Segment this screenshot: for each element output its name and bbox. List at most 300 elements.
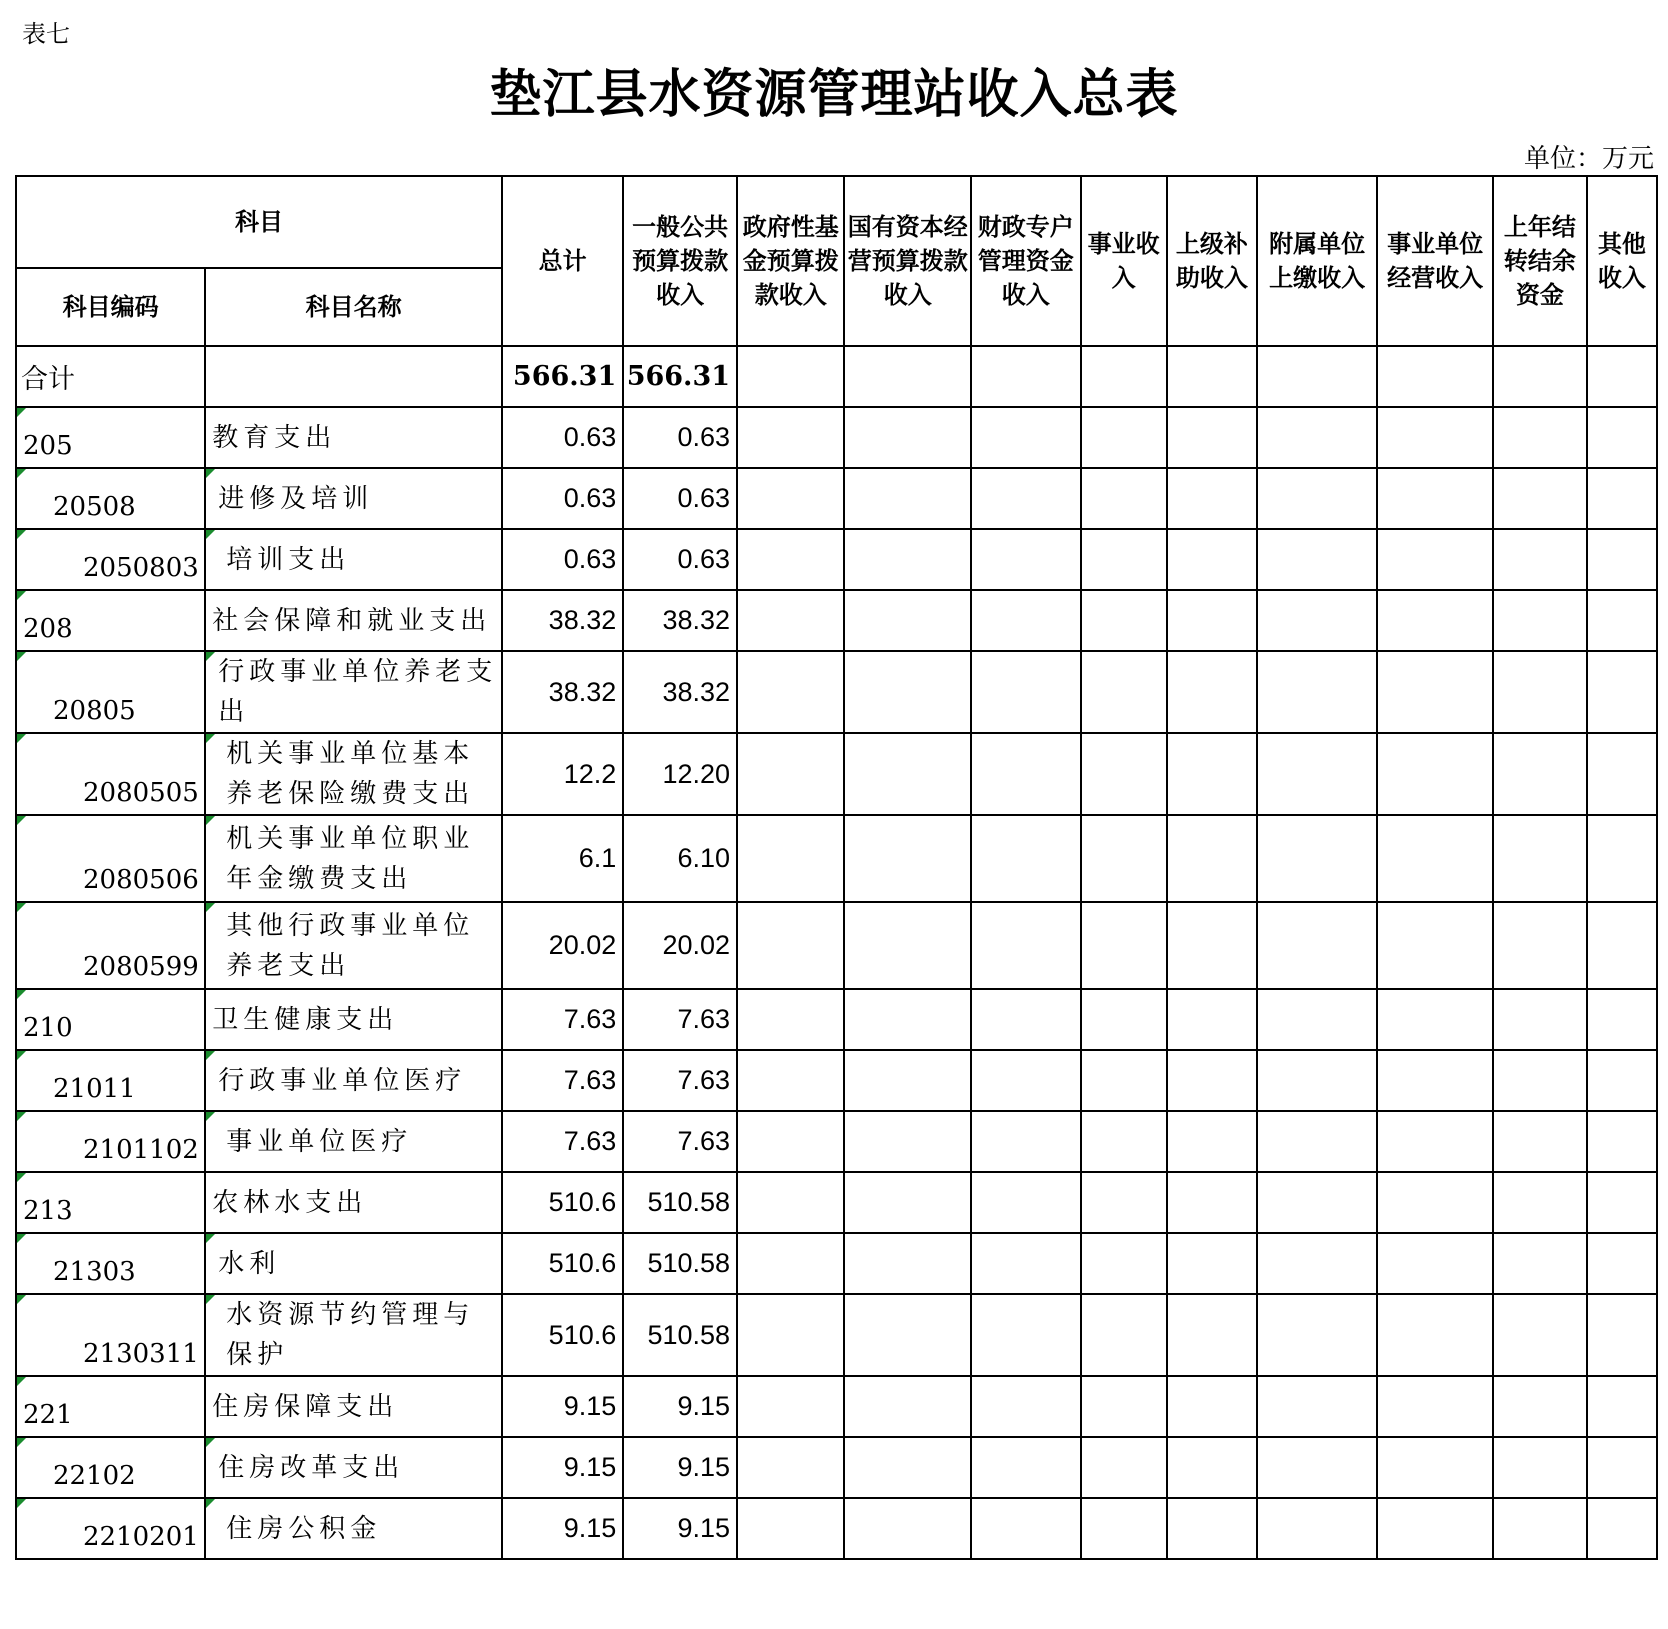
- empty-cell: [844, 651, 971, 733]
- subject-code-cell: [16, 651, 205, 733]
- empty-cell: [1493, 1376, 1587, 1437]
- empty-cell: [1167, 1172, 1257, 1233]
- cell-marker-icon: [206, 1295, 215, 1304]
- total-cell: [502, 590, 623, 651]
- subject-code-cell: [16, 1498, 205, 1559]
- empty-cell: [844, 733, 971, 815]
- empty-cell: [971, 1376, 1081, 1437]
- total-cell-text: 510.6: [548, 1319, 617, 1350]
- empty-cell: [1257, 1172, 1377, 1233]
- general-budget-cell-text: 38.32: [662, 605, 731, 635]
- subject-name-cell-text: 机关事业单位基本养老保险缴费支出: [226, 739, 475, 809]
- subject-name-cell-text: 卫生健康支出: [212, 1004, 399, 1035]
- empty-cell: [844, 815, 971, 902]
- subject-name-cell: [205, 733, 502, 815]
- general-budget-cell-text: 0.63: [677, 483, 731, 513]
- empty-cell: [1081, 733, 1167, 815]
- header-col-business-income: 事业收入: [1081, 176, 1167, 346]
- empty-cell: [1587, 1498, 1657, 1559]
- cell-marker-icon: [17, 1438, 26, 1447]
- empty-cell: [844, 902, 971, 989]
- general-budget-cell: [623, 1376, 737, 1437]
- empty-cell: [844, 1294, 971, 1376]
- table-row: [16, 1437, 1657, 1498]
- cell-marker-icon: [17, 408, 26, 417]
- table-row: [16, 590, 1657, 651]
- empty-cell: [1081, 590, 1167, 651]
- empty-cell: [1167, 1233, 1257, 1294]
- subject-code-cell: [16, 733, 205, 815]
- empty-cell: [1493, 529, 1587, 590]
- general-budget-cell-text: 12.20: [662, 758, 731, 789]
- subject-name-cell-text: 住房改革支出: [218, 1452, 405, 1483]
- subject-code-cell: [16, 1294, 205, 1376]
- subject-code-cell-text: 210: [23, 1013, 73, 1043]
- empty-cell: [1587, 1233, 1657, 1294]
- cell-marker-icon: [17, 591, 26, 600]
- table-row: [16, 989, 1657, 1050]
- empty-cell: [971, 1498, 1081, 1559]
- empty-cell: [1167, 590, 1257, 651]
- empty-cell: [1377, 1172, 1493, 1233]
- empty-cell: [737, 468, 844, 529]
- empty-cell: [1167, 651, 1257, 733]
- subject-name-cell-text: 进修及培训: [218, 483, 374, 514]
- empty-cell: [1493, 651, 1587, 733]
- subject-name-cell: [205, 1376, 502, 1437]
- empty-cell: [1377, 902, 1493, 989]
- cell-marker-icon: [17, 652, 26, 661]
- cell-marker-icon: [17, 1499, 26, 1508]
- empty-cell: [1377, 1233, 1493, 1294]
- empty-cell: [1257, 1498, 1377, 1559]
- empty-cell: [1257, 1294, 1377, 1376]
- table-row: [16, 902, 1657, 989]
- subject-code-cell: [16, 1376, 205, 1437]
- subject-name-cell: [205, 590, 502, 651]
- table-row: [16, 1376, 1657, 1437]
- cell-marker-icon: [206, 1234, 215, 1243]
- general-budget-cell-text: 9.15: [677, 1391, 731, 1421]
- subject-name-cell-text: 住房公积金: [226, 1513, 382, 1544]
- general-budget-cell: [623, 1172, 737, 1233]
- empty-cell: [971, 346, 1081, 407]
- subject-name-cell-text: 事业单位医疗: [226, 1126, 413, 1157]
- empty-cell: [1257, 1437, 1377, 1498]
- empty-cell: [1257, 468, 1377, 529]
- empty-cell: [971, 733, 1081, 815]
- total-cell: [502, 1111, 623, 1172]
- cell-marker-icon: [17, 1377, 26, 1386]
- total-cell-text: 7.63: [563, 1126, 617, 1156]
- subject-name-cell: [205, 651, 502, 733]
- empty-cell: [1257, 989, 1377, 1050]
- cell-marker-icon: [17, 1295, 26, 1304]
- empty-cell: [1493, 346, 1587, 407]
- table-row: [16, 815, 1657, 902]
- empty-cell: [1081, 346, 1167, 407]
- empty-cell: [1377, 529, 1493, 590]
- empty-cell: [1377, 1498, 1493, 1559]
- header-col-total: 总计: [502, 176, 623, 346]
- total-cell: [502, 815, 623, 902]
- subject-code-cell-text: 2080506: [83, 865, 199, 895]
- cell-marker-icon: [17, 530, 26, 539]
- cell-marker-icon: [17, 990, 26, 999]
- subject-name-cell-text: 行政事业单位医疗: [218, 1065, 467, 1096]
- empty-cell: [1493, 468, 1587, 529]
- empty-cell: [737, 1233, 844, 1294]
- empty-cell: [1377, 733, 1493, 815]
- total-cell-text: 9.15: [563, 1391, 617, 1421]
- total-cell-text: 510.6: [548, 1248, 617, 1278]
- cell-marker-icon: [206, 1051, 215, 1060]
- table-row: [16, 1050, 1657, 1111]
- total-cell: [502, 407, 623, 468]
- empty-cell: [844, 1376, 971, 1437]
- header-row-1: [16, 176, 1657, 268]
- total-cell: [502, 468, 623, 529]
- subject-code-cell-text: 2080505: [83, 778, 199, 808]
- header-col-carryover: 上年结转结余资金: [1493, 176, 1587, 346]
- total-cell: [502, 1437, 623, 1498]
- empty-cell: [1257, 733, 1377, 815]
- general-budget-cell-text: 20.02: [662, 930, 731, 960]
- total-cell-text: 0.63: [563, 544, 617, 574]
- empty-cell: [1493, 1050, 1587, 1111]
- subject-code-cell: [16, 468, 205, 529]
- subject-name-cell: [205, 1437, 502, 1498]
- empty-cell: [1081, 1437, 1167, 1498]
- empty-cell: [1257, 651, 1377, 733]
- empty-cell: [1493, 1437, 1587, 1498]
- empty-cell: [1377, 989, 1493, 1050]
- subject-name-cell-text: 行政事业单位养老支出: [218, 657, 498, 727]
- general-budget-cell: [623, 407, 737, 468]
- cell-marker-icon: [206, 469, 215, 478]
- empty-cell: [1587, 1294, 1657, 1376]
- empty-cell: [737, 1111, 844, 1172]
- total-cell: [502, 1172, 623, 1233]
- table-row: [16, 1111, 1657, 1172]
- total-cell: [502, 1294, 623, 1376]
- general-budget-cell-text: 9.15: [677, 1452, 731, 1482]
- page-title: 垫江县水资源管理站收入总表: [489, 64, 1179, 125]
- subject-code-cell-text: 213: [23, 1196, 73, 1226]
- header-col-general-budget: 一般公共预算拨款收入: [623, 176, 737, 346]
- empty-cell: [1377, 1294, 1493, 1376]
- subject-code-cell-text: 2130311: [83, 1339, 199, 1369]
- cell-marker-icon: [206, 1112, 215, 1121]
- general-budget-cell-text: 9.15: [677, 1513, 731, 1543]
- empty-cell: [1081, 1294, 1167, 1376]
- general-budget-cell-text: 7.63: [677, 1004, 731, 1034]
- total-cell-text: 7.63: [563, 1004, 617, 1034]
- header-col-superior-subsidy: 上级补助收入: [1167, 176, 1257, 346]
- empty-cell: [844, 1498, 971, 1559]
- empty-cell: [1493, 1233, 1587, 1294]
- empty-cell: [1081, 1233, 1167, 1294]
- total-cell-text: 0.63: [563, 422, 617, 452]
- empty-cell: [971, 468, 1081, 529]
- empty-cell: [971, 529, 1081, 590]
- empty-cell: [737, 407, 844, 468]
- empty-cell: [1081, 1172, 1167, 1233]
- cell-marker-icon: [17, 1234, 26, 1243]
- empty-cell: [844, 1233, 971, 1294]
- subject-name-cell: [205, 1172, 502, 1233]
- table-row: [16, 1294, 1657, 1376]
- empty-cell: [737, 733, 844, 815]
- general-budget-cell-text: 7.63: [677, 1126, 731, 1156]
- subject-name-cell: [205, 989, 502, 1050]
- subject-code-cell-text: 20508: [53, 492, 136, 522]
- total-cell: [502, 902, 623, 989]
- subject-code-cell-text: 21303: [53, 1257, 136, 1287]
- table-row: [16, 1498, 1657, 1559]
- empty-cell: [1167, 733, 1257, 815]
- empty-cell: [1493, 815, 1587, 902]
- empty-cell: [971, 1437, 1081, 1498]
- table-row: [16, 1172, 1657, 1233]
- empty-cell: [737, 346, 844, 407]
- empty-cell: [1257, 1233, 1377, 1294]
- table-row: [16, 468, 1657, 529]
- empty-cell: [1257, 346, 1377, 407]
- empty-cell: [1587, 902, 1657, 989]
- total-cell: [502, 1233, 623, 1294]
- empty-cell: [1493, 733, 1587, 815]
- general-budget-cell: [623, 468, 737, 529]
- general-budget-cell-text: 510.58: [647, 1319, 731, 1350]
- total-cell-text: 6.1: [578, 843, 617, 873]
- empty-cell: [844, 1172, 971, 1233]
- empty-cell: [1167, 1050, 1257, 1111]
- empty-cell: [1493, 1111, 1587, 1172]
- empty-cell: [971, 1172, 1081, 1233]
- total-value: 566.31: [502, 346, 623, 407]
- cell-marker-icon: [206, 1438, 215, 1447]
- empty-cell: [1257, 902, 1377, 989]
- subject-code-cell-text: 20805: [53, 696, 136, 726]
- empty-cell: [844, 1111, 971, 1172]
- empty-cell: [844, 407, 971, 468]
- empty-cell: [737, 1437, 844, 1498]
- subject-name-cell-text: 机关事业单位职业年金缴费支出: [226, 823, 475, 894]
- empty-cell: [844, 1437, 971, 1498]
- empty-cell: [1587, 468, 1657, 529]
- table-number: 表七: [22, 20, 70, 48]
- total-cell-text: 510.6: [548, 1187, 617, 1217]
- empty-cell: [1587, 733, 1657, 815]
- subject-code-cell-text: 2101102: [83, 1135, 199, 1165]
- empty-cell: [1377, 407, 1493, 468]
- empty-cell: [1081, 815, 1167, 902]
- general-budget-cell-text: 7.63: [677, 1065, 731, 1095]
- empty-cell: [1377, 1437, 1493, 1498]
- empty-cell: [1081, 1050, 1167, 1111]
- empty-cell: [737, 1172, 844, 1233]
- cell-marker-icon: [17, 734, 26, 743]
- subject-name-cell: [205, 1498, 502, 1559]
- empty-cell: [971, 902, 1081, 989]
- subject-code-cell: [16, 1111, 205, 1172]
- empty-cell: [1257, 590, 1377, 651]
- general-budget-cell-text: 510.58: [647, 1248, 731, 1278]
- general-budget-cell: [623, 1437, 737, 1498]
- total-general-value: 566.31: [623, 346, 737, 407]
- general-budget-cell-text: 0.63: [677, 422, 731, 452]
- cell-marker-icon: [206, 652, 215, 661]
- total-cell-text: 20.02: [548, 930, 617, 960]
- empty-cell: [1377, 468, 1493, 529]
- subject-name-cell-text: 水利: [218, 1248, 281, 1279]
- empty-cell: [737, 1376, 844, 1437]
- empty-cell: [737, 590, 844, 651]
- general-budget-cell: [623, 902, 737, 989]
- empty-cell: [1167, 1498, 1257, 1559]
- empty-cell: [1167, 902, 1257, 989]
- subject-code-cell-text: 2050803: [83, 553, 199, 583]
- income-summary-table: [15, 175, 1658, 1560]
- total-cell-text: 38.32: [548, 676, 617, 707]
- general-budget-cell: [623, 1111, 737, 1172]
- general-budget-cell: [623, 1294, 737, 1376]
- total-cell: [502, 989, 623, 1050]
- subject-name-cell-text: 培训支出: [226, 544, 351, 575]
- cell-marker-icon: [206, 530, 215, 539]
- total-row: [16, 346, 1657, 407]
- total-cell-text: 12.2: [563, 758, 617, 789]
- table-row: [16, 733, 1657, 815]
- empty-cell: [1493, 1498, 1587, 1559]
- empty-cell: [737, 815, 844, 902]
- empty-cell: [1587, 407, 1657, 468]
- general-budget-cell-text: 38.32: [662, 676, 731, 707]
- empty-cell: [1587, 1111, 1657, 1172]
- empty-cell: [1167, 989, 1257, 1050]
- empty-cell: [1081, 529, 1167, 590]
- subject-code-cell-text: 22102: [53, 1461, 136, 1491]
- empty-cell: [1377, 651, 1493, 733]
- subject-name-cell: [205, 468, 502, 529]
- cell-marker-icon: [17, 1051, 26, 1060]
- empty-cell: [1587, 1050, 1657, 1111]
- cell-marker-icon: [17, 1173, 26, 1182]
- empty-cell: [1587, 815, 1657, 902]
- empty-cell: [1167, 815, 1257, 902]
- subject-name-cell-text: 教育支出: [212, 422, 337, 453]
- empty-cell: [1081, 902, 1167, 989]
- subject-name-cell-text: 水资源节约管理与保护: [226, 1300, 475, 1370]
- subject-code-cell: [16, 407, 205, 468]
- cell-marker-icon: [17, 903, 26, 912]
- empty-cell: [971, 651, 1081, 733]
- empty-cell: [1167, 1376, 1257, 1437]
- subject-name-cell-text: 其他行政事业单位养老支出: [226, 910, 475, 981]
- header-col-gov-fund: 政府性基金预算拨款收入: [737, 176, 844, 346]
- total-cell-text: 9.15: [563, 1452, 617, 1482]
- cell-marker-icon: [17, 1112, 26, 1121]
- subject-name-cell: [205, 1050, 502, 1111]
- general-budget-cell: [623, 1498, 737, 1559]
- empty-cell: [844, 590, 971, 651]
- subject-name-cell-text: 农林水支出: [212, 1187, 368, 1218]
- header-name: 科目名称: [205, 268, 502, 346]
- empty-cell: [844, 529, 971, 590]
- empty-cell: [1587, 590, 1657, 651]
- subject-code-cell-text: 205: [23, 431, 73, 461]
- header-col-affiliated-turnover: 附属单位上缴收入: [1257, 176, 1377, 346]
- empty-cell: [1257, 1050, 1377, 1111]
- empty-cell: [1377, 590, 1493, 651]
- empty-cell: [1167, 1294, 1257, 1376]
- empty-cell: [1257, 407, 1377, 468]
- general-budget-cell: [623, 590, 737, 651]
- empty-cell: [844, 468, 971, 529]
- empty-cell: [971, 1294, 1081, 1376]
- empty-cell: [737, 1294, 844, 1376]
- total-cell-text: 7.63: [563, 1065, 617, 1095]
- header-subject: 科目: [16, 176, 502, 268]
- general-budget-cell: [623, 529, 737, 590]
- subject-name-cell: [205, 1294, 502, 1376]
- total-cell: [502, 529, 623, 590]
- subject-code-cell: [16, 1233, 205, 1294]
- empty-cell: [737, 1498, 844, 1559]
- subject-code-cell: [16, 989, 205, 1050]
- subject-name-cell: [205, 407, 502, 468]
- general-budget-cell: [623, 733, 737, 815]
- header-col-other-income: 其他收入: [1587, 176, 1657, 346]
- cell-marker-icon: [206, 903, 215, 912]
- empty-cell: [1257, 529, 1377, 590]
- empty-cell: [1493, 1294, 1587, 1376]
- empty-cell: [971, 1111, 1081, 1172]
- empty-cell: [1167, 346, 1257, 407]
- general-budget-cell: [623, 989, 737, 1050]
- total-cell: [502, 1498, 623, 1559]
- empty-cell: [844, 1050, 971, 1111]
- subject-code-cell: [16, 1437, 205, 1498]
- subject-code-cell: [16, 902, 205, 989]
- cell-marker-icon: [17, 816, 26, 825]
- empty-cell: [1167, 529, 1257, 590]
- table-row: [16, 529, 1657, 590]
- subject-code-cell-text: 2210201: [83, 1522, 199, 1552]
- empty-cell: [1493, 902, 1587, 989]
- empty-cell: [971, 1050, 1081, 1111]
- empty-cell: [971, 590, 1081, 651]
- subject-code-cell-text: 2080599: [83, 952, 199, 982]
- empty-cell: [1257, 1376, 1377, 1437]
- cell-marker-icon: [206, 1499, 215, 1508]
- empty-cell: [1587, 1437, 1657, 1498]
- empty-cell: [737, 989, 844, 1050]
- empty-cell: [1081, 1376, 1167, 1437]
- total-cell: [502, 1050, 623, 1111]
- empty-cell: [1081, 989, 1167, 1050]
- empty-cell: [1493, 407, 1587, 468]
- empty-cell: [844, 346, 971, 407]
- general-budget-cell-text: 510.58: [647, 1187, 731, 1217]
- subject-name-cell: [205, 529, 502, 590]
- table-row: [16, 1233, 1657, 1294]
- general-budget-cell-text: 6.10: [677, 843, 731, 873]
- general-budget-cell: [623, 651, 737, 733]
- header-col-special-account: 财政专户管理资金收入: [971, 176, 1081, 346]
- subject-name-cell-text: 社会保障和就业支出: [212, 605, 492, 636]
